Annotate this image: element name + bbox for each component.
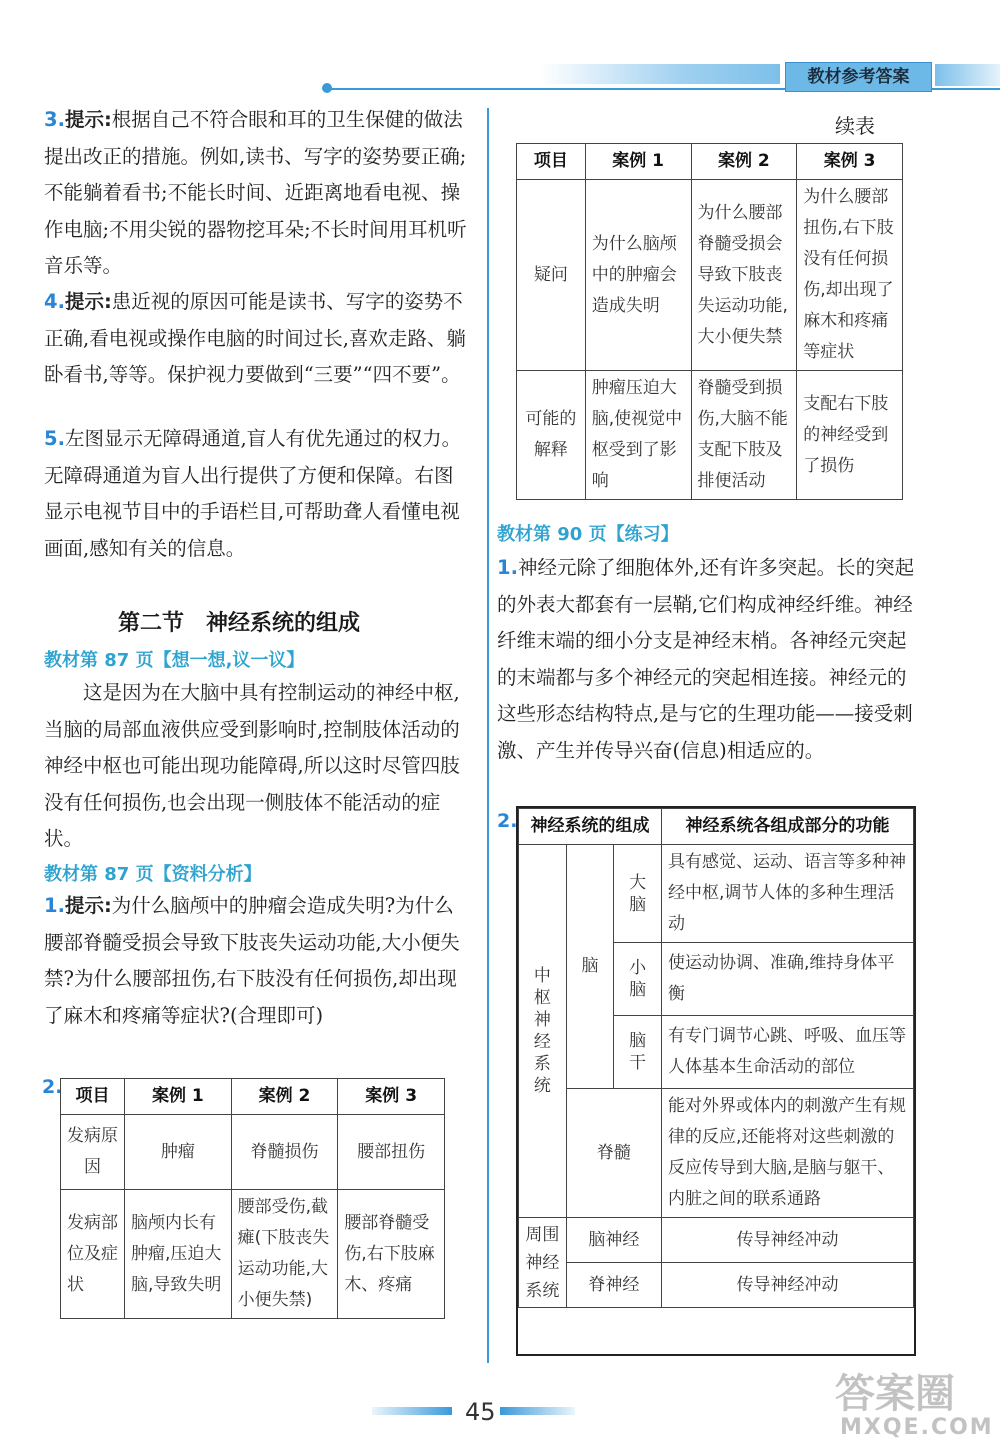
case-table-1	[60, 1078, 445, 1319]
table-row: 可能的解释 肿瘤压迫大脑,使视觉中枢受到了影响 脊髓受到损伤,大脑不能支配下肢及排便活动 支配右下肢的神经受到了损伤	[517, 371, 903, 500]
table-row: 疑问 为什么脑颅中的肿瘤会造成失明 为什么腰部脊髓受损会导致下肢丧失运动功能,大小便失禁 为什么腰部扭伤,右下肢没有任何损伤,却出现了麻木和疼痛等症状	[517, 180, 903, 371]
table-row: 发病部位及症状 脑颅内长有肿瘤,压迫大脑,导致失明 腰部受伤,截瘫(下肢丧失运动功能,大小便失禁) 腰部脊髓受伤,右下肢麻木、疼痛	[61, 1190, 445, 1319]
left-p87a: 这是因为在大脑中具有控制运动的神经中枢,当脑的局部血液供应受到影响时,控制肢体活动的神经中枢也可能出现功能障碍,所以这时尽管四肢没有任何损伤,也会出现一侧肢体不能活动的症状。	[44, 681, 460, 850]
left-q5: 5.左图显示无障碍通道,盲人有优先通过的权力。无障碍通道为盲人出行提供了方便和保障。右图显示电视节目中的手语栏目,可帮助聋人看懂电视画面,感知有关的信息。	[44, 427, 462, 560]
table-row: 脊神经 传导神经冲动	[519, 1263, 914, 1308]
heading-p87-think: 教材第 87 页【想一想,议一议】	[44, 650, 305, 671]
header-label: 教材参考答案	[785, 62, 932, 92]
left-q2-num: 2.	[42, 1076, 63, 1098]
right-q1: 1.神经元除了细胞体外,还有许多突起。长的突起的外表大都套有一层鞘,它们构成神经纤维。神经纤维末端的细小分支是神经末梢。各神经元突起的末端都与多个神经元的突起相连接。神经元的这些形态结构特点,是与它的生理功能——接受刺激、产生并传导兴奋(信息)相适应的。	[497, 556, 915, 762]
heading-p90-practice: 教材第 90 页【练习】	[497, 524, 679, 545]
table-row: 项目 案例 1 案例 2 案例 3	[61, 1079, 445, 1115]
left-q4: 4.提示:患近视的原因可能是读书、写字的姿势不正确,看电视或操作电脑的时间过长,喜欢走路、躺卧看书,等等。保护视力要做到“三要”“四不要”。	[44, 290, 466, 386]
table-row: 小脑 使运动协调、准确,维持身体平衡	[519, 943, 914, 1016]
table-row: 项目 案例 1 案例 2 案例 3	[517, 144, 903, 180]
table-row: 发病原因 肿瘤 脊髓损伤 腰部扭伤	[61, 1115, 445, 1190]
header-bar	[540, 64, 780, 84]
header-tail	[935, 64, 1000, 86]
section-title: 第二节 神经系统的组成	[118, 611, 361, 636]
nervous-system-table	[518, 808, 914, 1308]
continued-label: 续表	[835, 114, 875, 138]
watermark-url: MXQE.COM	[840, 1415, 994, 1440]
left-q3: 3.提示:根据自己不符合眼和耳的卫生保健的做法提出改正的措施。例如,读书、写字的姿势要正确;不能躺着看书;不能长时间、近距离地看电视、操作电脑;不用尖锐的器物挖耳朵;不长时间用耳机听音乐等。	[44, 108, 467, 277]
table-row: 脑干 有专门调节心跳、呼吸、血压等人体基本生命活动的部位	[519, 1016, 914, 1089]
heading-p87-data: 教材第 87 页【资料分析】	[44, 864, 262, 885]
case-table-2	[516, 143, 903, 500]
watermark-logo: 答案圈	[835, 1371, 955, 1417]
left-q1: 1.提示:为什么脑颅中的肿瘤会造成失明?为什么腰部脊髓受损会导致下肢丧失运动功能,大小便失禁?为什么腰部扭伤,右下肢没有任何损伤,却出现了麻木和疼痛等症状?(合理即可)	[44, 894, 460, 1027]
table-row: 中枢神经系统 脑 大脑 具有感觉、运动、语言等多种神经中枢,调节人体的多种生理活动	[519, 845, 914, 943]
page-number: 45	[465, 1398, 496, 1426]
table-row: 脊髓 能对外界或体内的刺激产生有规律的反应,还能将对这些刺激的反应传导到大脑,是脑与躯干、内脏之间的联系通路	[519, 1089, 914, 1218]
right-q2-num: 2.	[497, 810, 518, 832]
footer-deco-left	[372, 1407, 452, 1415]
footer-deco-right	[500, 1407, 575, 1415]
table-row: 周围神经系统 脑神经 传导神经冲动	[519, 1218, 914, 1263]
column-divider	[487, 108, 489, 1363]
table-row: 神经系统的组成 神经系统各组成部分的功能	[519, 809, 914, 845]
